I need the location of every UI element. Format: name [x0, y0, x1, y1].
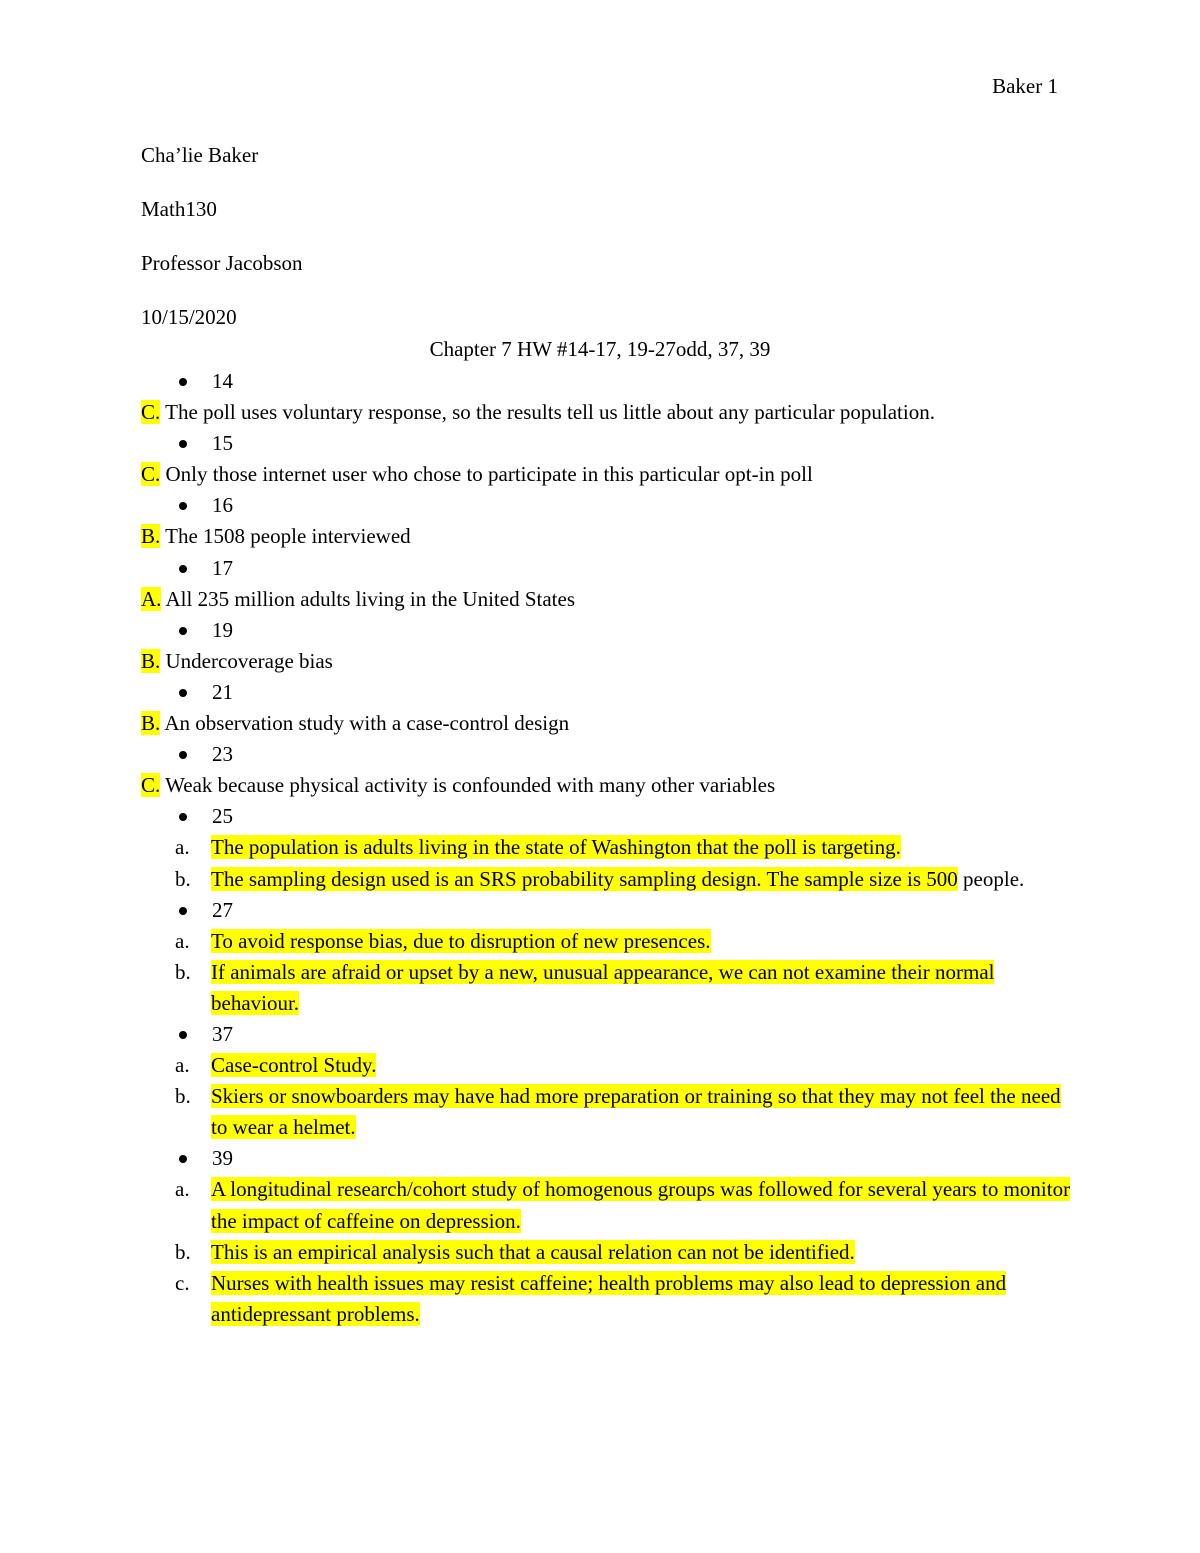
problem-number: 14: [212, 369, 233, 393]
part-answer-highlighted: A longitudinal research/cohort study of homogenous groups was followed for several years to monitor the impact of caffeine on depression.: [211, 1177, 1071, 1233]
part-answer-highlighted: The sampling design used is an SRS probability sampling design. The sample size is 500: [211, 866, 958, 891]
problem-number-item: [141, 553, 1071, 584]
bullet-icon: [179, 689, 187, 697]
answer-line: [141, 521, 1071, 552]
part-label: c.: [175, 1270, 190, 1295]
part-label: b.: [175, 1084, 191, 1109]
part-label: a.: [175, 1177, 190, 1202]
part-answer-highlighted: This is an empirical analysis such that a causal relation can not be identified.: [211, 1239, 855, 1264]
homework-answers: [141, 366, 1071, 1330]
answer-part: [141, 1174, 1071, 1236]
bullet-icon: [179, 378, 187, 386]
problem-number: 25: [212, 804, 233, 829]
problem-number-item: [141, 677, 1071, 708]
answer-line: [141, 770, 1071, 801]
bullet-icon: [179, 1031, 187, 1039]
assignment-date: 10/15/2020: [141, 305, 237, 329]
part-label: a.: [175, 1053, 190, 1078]
part-answer-plain: people.: [957, 866, 1025, 891]
answer-part: [141, 1081, 1071, 1143]
part-answer-highlighted: Nurses with health issues may resist caffeine; health problems may also lead to depression and antidepressant problems.: [211, 1270, 1007, 1326]
bullet-icon: [179, 751, 187, 759]
bullet-icon: [179, 1155, 187, 1163]
problem-number: 37: [212, 1021, 233, 1046]
part-answer-highlighted: Case-control Study.: [211, 1053, 377, 1078]
part-label: a.: [175, 928, 190, 953]
course-name: Math130: [141, 197, 217, 221]
bullet-icon: [179, 813, 187, 821]
answer-part: [141, 957, 1071, 1019]
part-label: a.: [175, 835, 190, 860]
problem-number-item: [141, 895, 1071, 926]
problem-number-item: [141, 1143, 1071, 1174]
problem-number: 19: [212, 617, 233, 642]
bullet-icon: [179, 565, 187, 573]
problem-number-item: [141, 1019, 1071, 1050]
answer-letter: A.: [141, 586, 162, 611]
problem-number-item: [141, 615, 1071, 646]
answer-letter: B.: [141, 648, 161, 673]
problem-number-item: [141, 490, 1071, 521]
part-answer-highlighted: The population is adults living in the state of Washington that the poll is targeting.: [211, 835, 901, 860]
answer-part: [141, 1237, 1071, 1268]
problem-number: 23: [212, 742, 233, 767]
bullet-icon: [179, 440, 187, 448]
answer-text: An observation study with a case-control design: [160, 711, 570, 736]
answer-part: [141, 832, 1071, 863]
answer-line: [141, 459, 1071, 490]
document-title: Chapter 7 HW #14-17, 19-27odd, 37, 39: [429, 337, 771, 361]
part-label: b.: [175, 959, 191, 984]
answer-letter: C.: [141, 773, 161, 798]
professor-name: Professor Jacobson: [141, 251, 303, 275]
answer-line: [141, 397, 1071, 428]
part-label: b.: [175, 866, 191, 891]
answer-letter: B.: [141, 524, 161, 549]
bullet-icon: [179, 627, 187, 635]
problem-number: 21: [212, 679, 233, 704]
answer-part: [141, 1050, 1071, 1081]
problem-number: 39: [212, 1146, 233, 1171]
student-heading: [141, 141, 303, 357]
problem-number-item: [141, 739, 1071, 770]
problem-number-item: [141, 428, 1071, 459]
problem-number: 15: [212, 431, 233, 456]
part-answer-highlighted: To avoid response bias, due to disruption of new presences.: [211, 928, 711, 953]
answer-text: Weak because physical activity is confounded with many other variables: [160, 773, 776, 798]
part-answer-highlighted: Skiers or snowboarders may have had more preparation or training so that they may not feel the need to wear a helmet.: [211, 1084, 1061, 1140]
problem-number: 27: [212, 897, 233, 922]
answer-text: Only those internet user who chose to participate in this particular opt-in poll: [160, 462, 813, 487]
bullet-icon: [179, 907, 187, 915]
answer-part: [141, 1268, 1071, 1330]
answer-line: [141, 708, 1071, 739]
part-label: b.: [175, 1239, 191, 1264]
problem-number-item: [141, 801, 1071, 832]
problem-number-item: [141, 366, 1071, 397]
page-number-header: Baker 1: [992, 74, 1058, 98]
answer-line: [141, 646, 1071, 677]
problem-number: 17: [212, 555, 233, 580]
student-name: Cha’lie Baker: [141, 143, 259, 167]
bullet-icon: [179, 502, 187, 510]
answer-letter: C.: [141, 400, 161, 425]
part-answer-highlighted: If animals are afraid or upset by a new, unusual appearance, we can not examine their normal behaviour.: [211, 959, 995, 1015]
answer-text: All 235 million adults living in the United States: [161, 586, 575, 611]
answer-letter: C.: [141, 462, 161, 487]
answer-line: [141, 584, 1071, 615]
answer-part: [141, 926, 1071, 957]
problem-number: 16: [212, 493, 233, 518]
answer-text: Undercoverage bias: [160, 648, 333, 673]
answer-text: The poll uses voluntary response, so the results tell us little about any particular population.: [160, 400, 935, 425]
answer-text: The 1508 people interviewed: [160, 524, 411, 549]
answer-letter: B.: [141, 711, 161, 736]
answer-part: [141, 864, 1071, 895]
